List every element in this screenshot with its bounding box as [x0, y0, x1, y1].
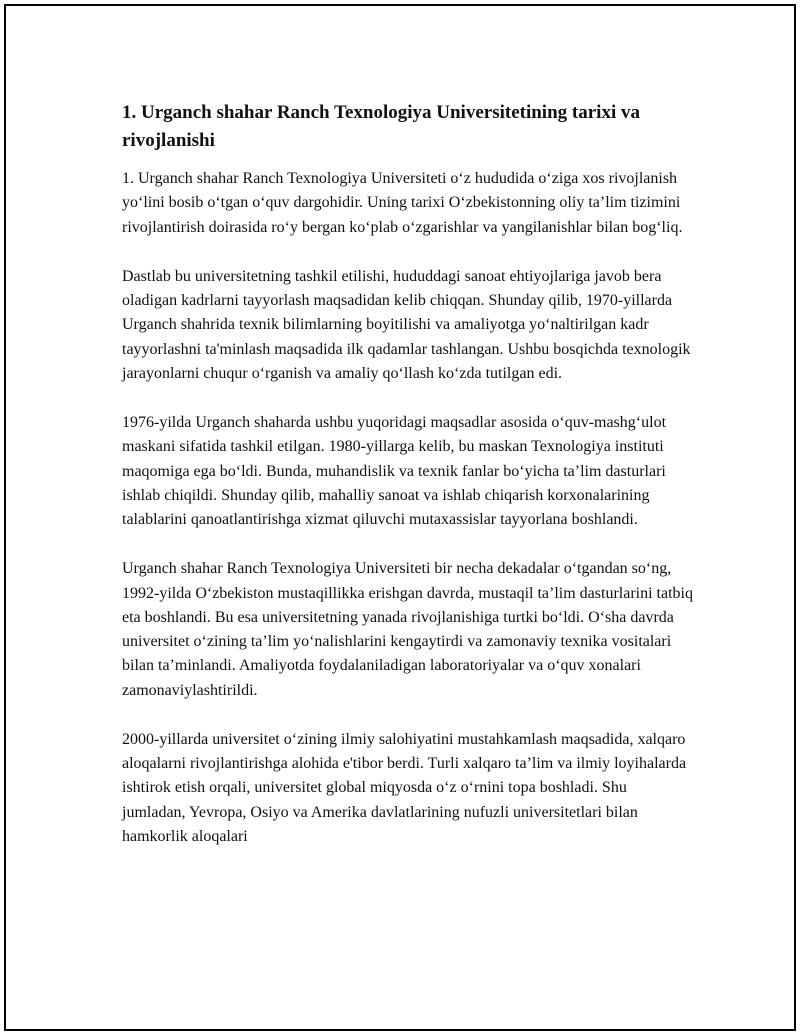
section-heading: 1. Urganch shahar Ranch Texnologiya Universitetining tarixi va rivojlanishi: [122, 102, 640, 151]
paragraph-4: Urganch shahar Ranch Texnologiya Universiteti bir necha dekadalar o‘tgandan so‘ng, 1992-yilda O‘zbekiston mustaqillikka erishgan davrda, mustaqil ta’lim dasturlarini tatbiq eta boshlandi. Bu esa universitetning yanada rivojlanishiga turtki bo‘ldi. O‘sha davrda universitet o‘zining ta’lim yo‘nalishlarini kengaytirdi va zamonaviy texnika vositalari bilan ta’minlandi. Amaliyotda foydalaniladigan laboratoriyalar va o‘quv xonalari zamonaviylashtirildi.: [122, 560, 693, 699]
paragraph-2: Dastlab bu universitetning tashkil etilishi, hududdagi sanoat ehtiyojlariga javob bera oladigan kadrlarni tayyorlash maqsadidan kelib chiqqan. Shunday qilib, 1970-yillarda Urganch shahrida texnik bilimlarning boyitilishi va amaliyotga yo‘naltirilgan kadr tayyorlashni ta'minlash maqsadida ilk qadamlar tashlangan. Ushbu bosqichda texnologik jarayonlarni chuqur o‘rganish va amaliy qo‘llash ko‘zda tutilgan edi.: [122, 267, 691, 382]
document-body: [122, 99, 694, 849]
paragraph-5: 2000-yillarda universitet o‘zining ilmiy salohiyatini mustahkamlash maqsadida, xalqaro aloqalarni rivojlantirishga alohida e'tibor berdi. Turli xalqaro ta’lim va ilmiy loyihalarda ishtirok etish orqali, universitet global miqyosda o‘z o‘rnini topa boshladi. Shu jumladan, Yevropa, Osiyo va Amerika davlatlarining nufuzli universitetlari bilan hamkorlik aloqalari: [122, 730, 687, 845]
paragraph-3: 1976-yilda Urganch shaharda ushbu yuqoridagi maqsadlar asosida o‘quv-mashg‘ulot maskani sifatida tashkil etilgan. 1980-yillarga kelib, bu maskan Texnologiya instituti maqomiga ega bo‘ldi. Bunda, muhandislik va texnik fanlar bo‘yicha ta’lim dasturlari ishlab chiqildi. Shunday qilib, mahalliy sanoat va ishlab chiqarish korxonalarining talablarini qanoatlantirishga xizmat qiluvchi mutaxassislar tayyorlana boshlandi.: [122, 414, 667, 528]
document-page: [4, 4, 796, 1031]
paragraph-1: 1. Urganch shahar Ranch Texnologiya Universiteti o‘z hududida o‘ziga xos rivojlanish yo‘lini bosib o‘tgan o‘quv dargohidir. Uning tarixi O‘zbekistonning oliy ta’lim tizimini rivojlantirish doirasida ro‘y bergan ko‘plab o‘zgarishlar va yangilanishlar bilan bog‘liq.: [122, 170, 683, 236]
